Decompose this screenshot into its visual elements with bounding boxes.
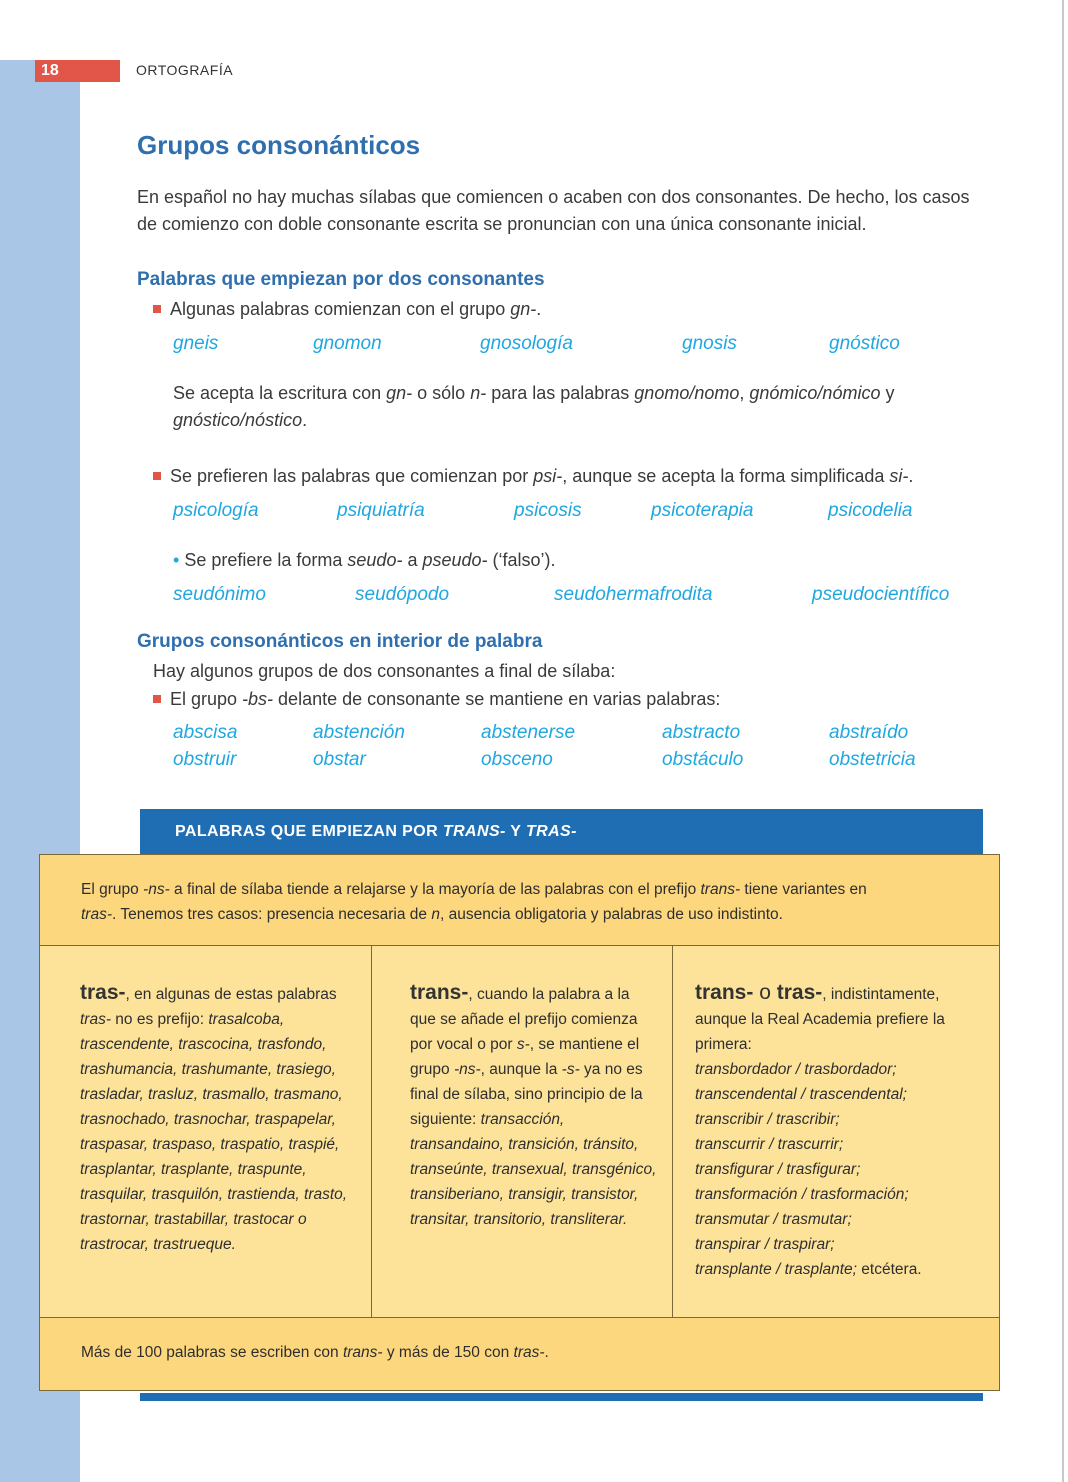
intro-paragraph: En español no hay muchas sílabas que comiencen o acaben con dos consonantes. De hecho, los casos de comienzo con doble consonante escrita se pronuncian con una única consonante inicial. (137, 187, 970, 234)
example-word: obstruir (173, 749, 237, 770)
example-word: gnosis (682, 333, 737, 354)
example-word: obsceno (481, 749, 553, 770)
example-word: gneis (173, 333, 219, 354)
example-word: gnóstico (829, 333, 900, 354)
box-intro-text: El grupo -ns- a final de sílaba tiende a relajarse y la mayoría de las palabras con el prefijo trans- tiene variantes en tras-. Tenemos tres casos: presencia necesaria de n, ausencia obligatoria y palabras de uso indistinto. (81, 881, 867, 923)
example-word: psicodelia (828, 500, 913, 521)
box-columns (40, 946, 999, 1318)
example-word: pseudocientífico (812, 584, 950, 605)
box-footer (40, 1318, 999, 1390)
bullet-marker (153, 472, 161, 480)
section-label: ORTOGRAFÍA (136, 62, 234, 78)
box-bottom-bar (140, 1393, 983, 1401)
column-trans-o-tras (673, 946, 999, 1317)
gn-note: Se acepta la escritura con gn- o sólo n- para las palabras gnomo/nomo, gnómico/nómico y gnóstico/nóstico. (173, 383, 895, 430)
example-word: seudópodo (355, 584, 450, 605)
example-word: seudónimo (173, 584, 266, 605)
example-word: psiquiatría (337, 500, 425, 521)
example-word: gnomon (313, 333, 382, 354)
column-tras (40, 946, 372, 1317)
example-word: psicoterapia (651, 500, 754, 521)
example-word: psicología (173, 500, 259, 521)
example-word: gnosología (480, 333, 573, 354)
column-trans (372, 946, 673, 1317)
column-tras-text: tras-, en algunas de estas palabras tras- no es prefijo: trasalcoba, trascendente, trascocina, trasfondo, trashumancia, trashumante, trasiego, trasladar, trasluz, trasmallo, trasmano, trasnochado, trasnochar, traspapelar, traspasar, traspaso, traspatio, traspié, trasplantar, trasplante, traspunte, trasquilar, trasquilón, trastienda, trasto, trastornar, trastabillar, trastocar o trastrocar, trastrueque. (80, 981, 348, 1253)
gn-bullet: Algunas palabras comienzan con el grupo gn-. (153, 296, 983, 323)
example-word: obstáculo (662, 749, 744, 770)
bullet-marker (153, 305, 161, 313)
example-word: obstar (313, 749, 366, 770)
example-word: abstracto (662, 722, 741, 743)
box-footer-text: Más de 100 palabras se escriben con trans- y más de 150 con tras-. (81, 1344, 549, 1361)
page-edge-line (1062, 0, 1064, 1482)
bullet-marker (153, 695, 161, 703)
example-word: abstenerse (481, 722, 576, 743)
example-word: abstención (313, 722, 405, 743)
example-word: psicosis (514, 500, 582, 521)
section-heading-interior: Grupos consonánticos en interior de palabra (137, 631, 543, 652)
example-word: obstetricia (829, 749, 916, 770)
example-word: abscisa (173, 722, 238, 743)
example-word: abstraído (829, 722, 909, 743)
page-number: 18 (35, 60, 120, 82)
box-header: PALABRAS QUE EMPIEZAN POR TRANS- Y TRAS- (140, 809, 983, 854)
column-trans-text: trans-, cuando la palabra a la que se añade el prefijo comienza por vocal o por s-, se mantiene el grupo -ns-, aunque la -s- ya no es final de sílaba, sino principio de la siguiente: transacción, transandaino, transición, tránsito, transeúnte, transexual, transgénico, transiberiano, transigir, transistor, transitar, transitorio, transliterar. (410, 981, 657, 1228)
bs-bullet: El grupo -bs- delante de consonante se mantiene en varias palabras: (153, 686, 1003, 713)
seudo-subbullet: • Se prefiere la forma seudo- a pseudo- (‘falso’). (173, 550, 556, 570)
psi-bullet: Se prefieren las palabras que comienzan por psi-, aunque se acepta la forma simplificada si-. (153, 463, 1003, 490)
interior-intro: Hay algunos grupos de dos consonantes a final de sílaba: (153, 661, 616, 681)
box-intro (40, 855, 999, 946)
page-title: Grupos consonánticos (137, 130, 421, 160)
column-trans-o-tras-text: trans- o tras-, indistintamente, aunque la Real Academia prefiere la primera: transbordador / trasbordador; transcendental / trascendental; transcribir / trascribir; transcurrir / trascurrir; transfigurar / trasfigurar; transformación / trasformación; transmutar / trasmutar; transpirar / traspirar; transplante / trasplante; etcétera. (695, 981, 945, 1278)
section-heading-two-consonants: Palabras que empiezan por dos consonantes (137, 269, 545, 290)
example-word: seudohermafrodita (554, 584, 713, 605)
trans-tras-box (39, 854, 1000, 1391)
